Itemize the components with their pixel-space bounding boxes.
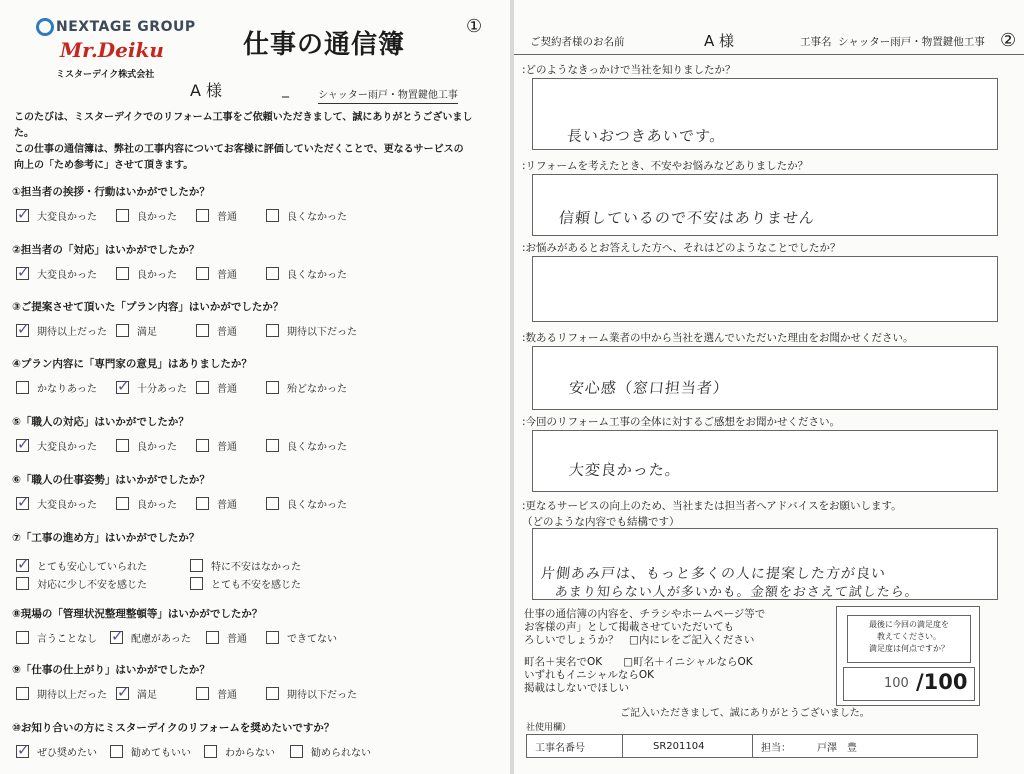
question-1: ①担当者の挨拶・行動はいかがでしたか？ [12, 186, 210, 198]
option-label: 普通 [227, 634, 247, 645]
option-q9-1[interactable] [16, 686, 107, 701]
score-prompt-line: 最後に今回の満足度を [869, 620, 949, 629]
option-q8-2[interactable] [110, 630, 191, 645]
answer-box-6[interactable] [532, 528, 998, 600]
answer-4: 安心感（窓口担当者） [568, 379, 730, 397]
answer-2: 信頼しているので不安はありません [558, 209, 816, 227]
checkbox[interactable] [16, 324, 29, 337]
option-q3-3[interactable] [196, 323, 237, 338]
checkbox[interactable] [196, 209, 209, 222]
option-q1-2[interactable] [116, 208, 177, 223]
option-label: 良くなかった [287, 212, 347, 223]
checkbox[interactable] [116, 381, 129, 394]
option-q6-3[interactable] [196, 496, 237, 511]
publish-consent-line: お客様の声」として掲載させていただいても [524, 621, 734, 633]
brand-logo: Mr.Deiku [60, 38, 164, 62]
question-4: ④プラン内容に「専門家の意見」はありましたか？ [12, 358, 252, 370]
question-6: ⑥「職人の仕事姿勢」はいかがでしたか？ [12, 474, 210, 486]
checkbox[interactable] [196, 439, 209, 452]
option-label: 十分あった [137, 384, 187, 395]
question-6-note: （どのような内容でも結構です） [522, 516, 680, 528]
question-2: ②担当者の「対応」はいかがでしたか？ [12, 244, 200, 256]
answer-box-5[interactable] [532, 430, 998, 492]
option-label: できてない [287, 634, 337, 645]
option-q10-3[interactable] [204, 744, 275, 759]
option-label: 良くなかった [287, 442, 347, 453]
checkbox[interactable] [16, 209, 29, 222]
score-field[interactable] [843, 667, 975, 701]
page-title: 仕事の通信簿 [243, 30, 406, 60]
option-label: 大変良かった [37, 500, 97, 511]
publish-option[interactable]: いずれもイニシャルならOK [524, 669, 655, 681]
intro-text [14, 110, 484, 174]
question-9: ⑨「仕事の仕上がり」はいかがでしたか？ [12, 664, 210, 676]
option-label: とても不安を感じた [211, 580, 301, 591]
option-q6-1[interactable] [16, 496, 97, 511]
option-label: 期待以下だった [287, 690, 357, 701]
question-3: :お悩みがあるとお答えした方へ、それはどのようなことでしたか？ [522, 242, 841, 254]
option-q8-3[interactable] [206, 630, 247, 645]
option-q7-2[interactable] [190, 558, 301, 573]
option-q10-2[interactable] [110, 744, 191, 759]
option-label: 大変良かった [37, 442, 97, 453]
option-label: 普通 [217, 270, 237, 281]
answer-1: 長いおつきあいです。 [566, 127, 727, 145]
option-q4-4[interactable] [266, 380, 347, 395]
customer-name: A 様 [190, 81, 223, 100]
option-q3-2[interactable] [116, 323, 157, 338]
checkbox[interactable] [16, 745, 29, 758]
office-use-label: 社使用欄） [526, 723, 572, 733]
option-label: 期待以下だった [287, 327, 357, 338]
option-label: 普通 [217, 442, 237, 453]
option-label: 良くなかった [287, 500, 347, 511]
answer-box-2[interactable] [532, 174, 998, 236]
checkbox[interactable] [196, 324, 209, 337]
checkbox[interactable] [110, 631, 123, 644]
option-label: 満足 [137, 690, 157, 701]
publish-consent-line: 仕事の通信簿の内容を、チラシやホームページ等で [524, 608, 766, 620]
option-label: ぜひ奨めたい [37, 748, 97, 759]
nextage-logo [36, 18, 196, 36]
option-label: とても安心していられた [37, 562, 147, 573]
option-q2-4[interactable] [266, 266, 347, 281]
answer-box-1[interactable] [532, 78, 998, 150]
option-label: 言うことなし [37, 634, 97, 645]
option-label: 普通 [217, 327, 237, 338]
option-q1-4[interactable] [266, 208, 347, 223]
option-q6-2[interactable] [116, 496, 177, 511]
option-q4-3[interactable] [196, 380, 237, 395]
publish-option[interactable]: 掲載はしないでほしい [524, 682, 629, 694]
question-7: ⑦「工事の進め方」はいかがでしたか？ [12, 532, 200, 544]
option-label: 勧められない [311, 748, 371, 759]
answer-5: 大変良かった。 [568, 461, 682, 479]
checkbox[interactable] [116, 687, 129, 700]
checkbox[interactable] [16, 577, 29, 590]
checkbox[interactable] [266, 267, 279, 280]
checkbox[interactable] [204, 745, 217, 758]
logo-group-text: NEXTAGE GROUP [56, 19, 196, 35]
office-use-table [526, 734, 978, 758]
customer-label: ご契約者様のお名前 [530, 36, 625, 48]
option-q1-3[interactable] [196, 208, 237, 223]
page-number: ① [466, 16, 483, 37]
question-1: :どのようなきっかけで当社を知りましたか？ [522, 64, 736, 76]
checkbox[interactable] [266, 497, 279, 510]
question-3: ③ご提案させて頂いた「プラン内容」はいかがでしたか？ [12, 301, 284, 313]
question-2: :リフォームを考えたとき、不安やお悩みなどありましたか？ [522, 160, 809, 172]
checkbox[interactable] [16, 267, 29, 280]
option-q2-1[interactable] [16, 266, 97, 281]
score-prompt-line: 満足度は何点ですか？ [869, 644, 949, 653]
option-label: 大変良かった [37, 212, 97, 223]
option-q9-3[interactable] [196, 686, 237, 701]
intro-line: 向上の「ため参考に」させて頂きます。 [14, 160, 194, 171]
checkbox[interactable] [190, 577, 203, 590]
checkbox[interactable] [266, 381, 279, 394]
option-label: 普通 [217, 500, 237, 511]
option-q6-4[interactable] [266, 496, 347, 511]
answer-box-4[interactable] [532, 346, 998, 410]
option-q5-3[interactable] [196, 438, 237, 453]
logo-ring-icon [36, 18, 54, 36]
work-name: シャッター雨戸・物置鍵他工事 [318, 86, 458, 104]
score-value: 100 [884, 676, 909, 691]
option-q1-1[interactable] [16, 208, 97, 223]
work-number: SR201104 [623, 735, 753, 757]
checkbox[interactable] [116, 209, 129, 222]
divider [514, 54, 1024, 55]
checkbox[interactable] [196, 687, 209, 700]
option-label: 普通 [217, 384, 237, 395]
option-q9-2[interactable] [116, 686, 157, 701]
option-label: 期待以上だった [37, 690, 107, 701]
work-label: 工事名 [800, 36, 832, 48]
score-prompt-line: 教えてください。 [877, 632, 941, 641]
option-q2-2[interactable] [116, 266, 177, 281]
option-q7-4[interactable] [190, 576, 301, 591]
score-max: /100 [916, 670, 968, 694]
checkbox[interactable] [196, 267, 209, 280]
option-label: わからない [225, 748, 275, 759]
question-4: :数あるリフォーム業者の中から当社を選んでいただいた理由をお聞かせください。 [522, 332, 914, 344]
checkbox[interactable] [16, 439, 29, 452]
checkbox[interactable] [266, 439, 279, 452]
page-number: ② [1000, 30, 1017, 51]
answer-6-line-1: 片側あみ戸は、もっと多くの人に提案した方が良い [540, 566, 887, 582]
option-label: 大変良かった [37, 270, 97, 281]
option-label: かなりあった [37, 384, 97, 395]
option-q5-1[interactable] [16, 438, 97, 453]
customer-dash: _ [282, 82, 289, 98]
option-q7-3[interactable] [16, 576, 147, 591]
option-label: 期待以上だった [37, 327, 107, 338]
score-prompt [847, 615, 971, 663]
checkbox[interactable] [110, 745, 123, 758]
work-name: シャッター雨戸・物置鍵他工事 [838, 36, 985, 48]
answer-6-line-2: あまり知らない人が多いかも。金額をおさえて試したら。 [554, 585, 920, 600]
option-label: 勧めてもいい [131, 748, 191, 759]
question-5: :今回のリフォーム工事の全体に対するご感想をお聞かせください。 [522, 416, 841, 428]
option-label: 普通 [217, 212, 237, 223]
option-label: 普通 [217, 690, 237, 701]
checkbox[interactable] [116, 324, 129, 337]
question-10: ⑩お知り合いの方にミスターデイクのリフォームを奨めたいですか？ [12, 722, 335, 734]
checkbox[interactable] [266, 687, 279, 700]
satisfaction-score-box [836, 606, 980, 706]
option-label: 対応に少し不安を感じた [37, 580, 147, 591]
option-q3-4[interactable] [266, 323, 357, 338]
publish-option[interactable]: 町名＋実名でOK □町名＋イニシャルならOK [524, 656, 753, 668]
question-8: ⑧現場の「管理状況整理整頓等」はいかがでしたか？ [12, 608, 263, 620]
option-label: 殆どなかった [287, 384, 347, 395]
option-label: 配慮があった [131, 634, 191, 645]
answer-box-3[interactable] [532, 256, 998, 322]
checkbox[interactable] [206, 631, 219, 644]
checkbox[interactable] [116, 497, 129, 510]
checkbox[interactable] [16, 497, 29, 510]
checkbox[interactable] [266, 324, 279, 337]
checkbox[interactable] [116, 267, 129, 280]
option-q4-1[interactable] [16, 380, 97, 395]
option-q8-4[interactable] [266, 630, 337, 645]
option-q8-1[interactable] [16, 630, 97, 645]
question-5: ⑤「職人の対応」はいかがでしたか？ [12, 416, 189, 428]
option-q5-2[interactable] [116, 438, 177, 453]
checkbox[interactable] [196, 497, 209, 510]
publish-consent-line: ろしいでしょうか？ □内にレをご記入ください [524, 634, 755, 646]
option-q5-4[interactable] [266, 438, 347, 453]
option-q10-1[interactable] [16, 744, 97, 759]
option-q2-3[interactable] [196, 266, 237, 281]
option-q9-4[interactable] [266, 686, 357, 701]
checkbox[interactable] [16, 631, 29, 644]
option-label: 満足 [137, 327, 157, 338]
checkbox[interactable] [190, 559, 203, 572]
option-q10-4[interactable] [290, 744, 371, 759]
staff-name: 戸澤 豊 [817, 742, 857, 754]
checkbox[interactable] [196, 381, 209, 394]
option-q7-1[interactable] [16, 558, 147, 573]
option-label: 良くなかった [287, 270, 347, 281]
intro-line: このたびは、ミスターデイクでのリフォーム工事をご依頼いただきまして、誠にありがとうございました。 [14, 112, 473, 139]
thanks-text: ご記入いただきまして、誠にありがとうございました。 [620, 708, 870, 719]
checkbox[interactable] [266, 631, 279, 644]
checkbox[interactable] [16, 687, 29, 700]
option-label: 良かった [137, 270, 177, 281]
checkbox[interactable] [116, 439, 129, 452]
question-6: :更なるサービスの向上のため、当社または担当者へアドバイスをお願いします。 [522, 500, 902, 512]
option-q3-1[interactable] [16, 323, 107, 338]
checkbox[interactable] [16, 381, 29, 394]
company-name: ミスターデイク株式会社 [56, 70, 155, 80]
option-label: 良かった [137, 212, 177, 223]
intro-line: この仕事の通信簿は、弊社の工事内容についてお客様に評価していただくことで、更なるサービスの [14, 144, 464, 155]
checkbox[interactable] [16, 559, 29, 572]
checkbox[interactable] [266, 209, 279, 222]
staff-label: 担当： [761, 742, 791, 754]
customer-name: A 様 [704, 32, 735, 50]
option-label: 良かった [137, 442, 177, 453]
work-number-label: 工事名番号 [527, 735, 623, 757]
option-label: 良かった [137, 500, 177, 511]
option-label: 特に不安はなかった [211, 562, 301, 573]
option-q4-2[interactable] [116, 380, 187, 395]
checkbox[interactable] [290, 745, 303, 758]
